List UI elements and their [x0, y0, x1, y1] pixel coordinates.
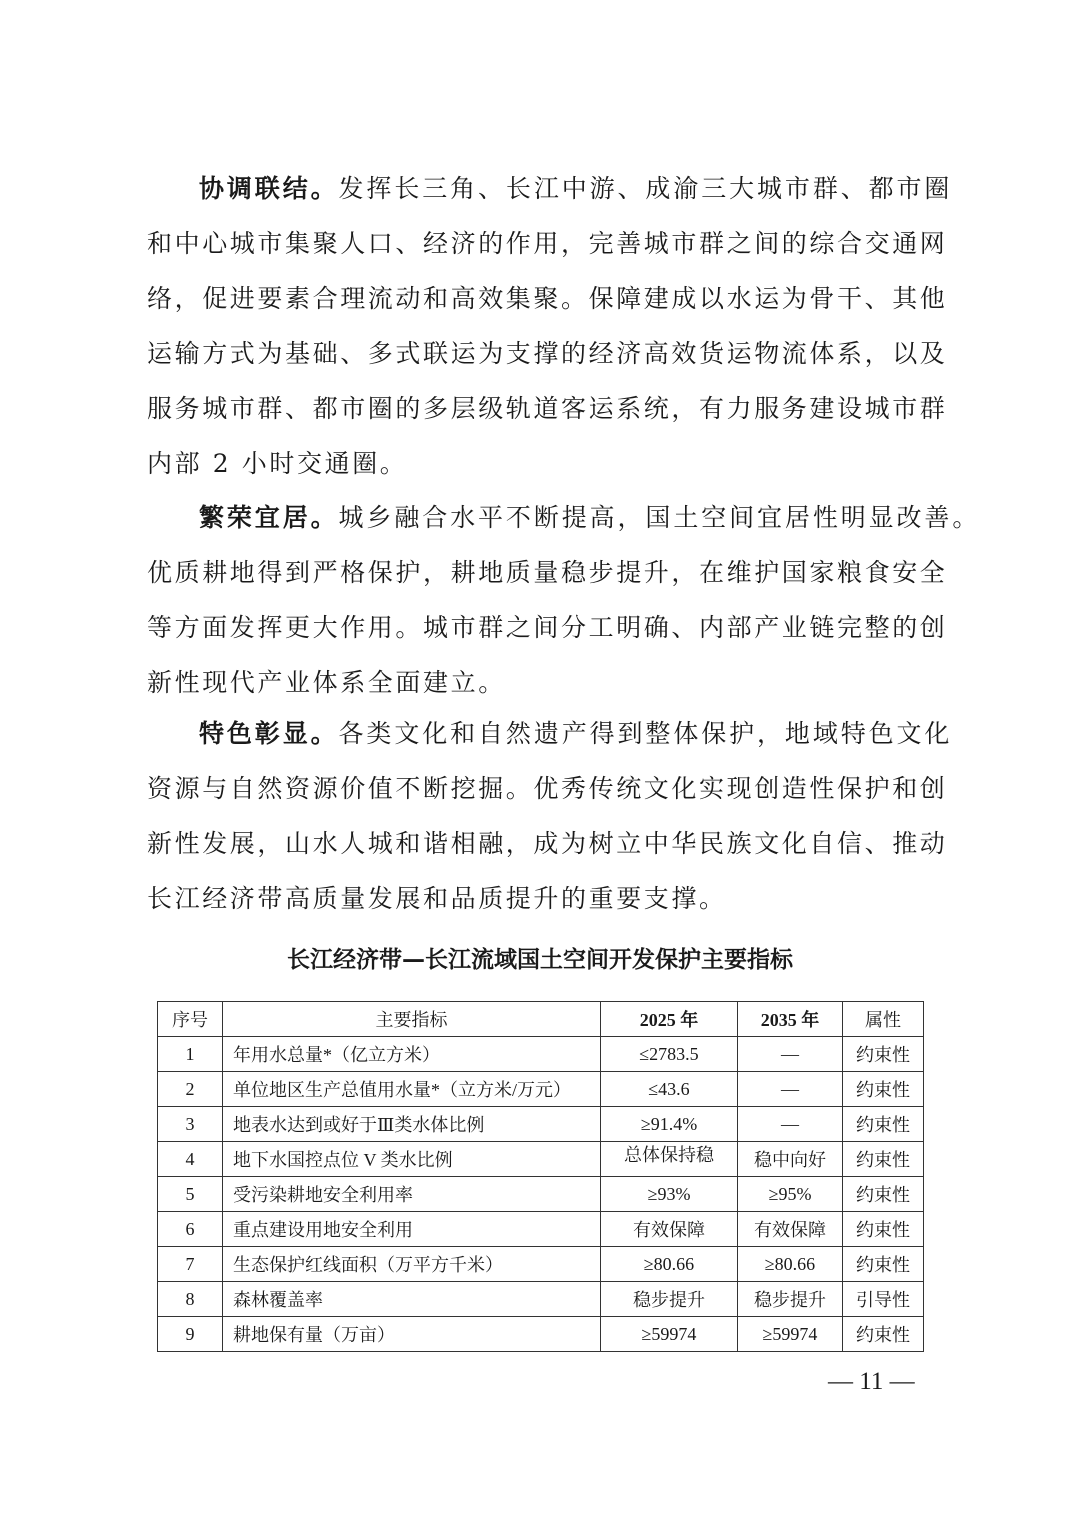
cell-index: 8	[158, 1282, 223, 1317]
cell-attribute: 约束性	[843, 1247, 924, 1282]
text-line: 资源与自然资源价值不断挖掘。优秀传统文化实现创造性保护和创	[147, 774, 948, 803]
table-row	[158, 1282, 924, 1317]
table-row	[158, 1247, 924, 1282]
paragraph-coordination	[147, 161, 953, 491]
text-line: 长江经济带高质量发展和品质提升的重要支撑。	[147, 884, 727, 913]
page-number: — 11 —	[828, 1368, 915, 1395]
text-line: 等方面发挥更大作用。城市群之间分工明确、内部产业链完整的创	[147, 613, 948, 642]
text-line: 服务城市群、都市圈的多层级轨道客运系统，有力服务建设城市群	[147, 394, 948, 423]
cell-indicator: 单位地区生产总值用水量*（立方米/万元）	[223, 1072, 601, 1107]
cell-2025: 有效保障	[601, 1212, 738, 1247]
cell-2025: ≥80.66	[601, 1247, 738, 1282]
cell-2035: —	[738, 1037, 843, 1072]
text-line	[147, 706, 953, 761]
text-line: 新性现代产业体系全面建立。	[147, 668, 506, 697]
cell-2025: 稳步提升	[601, 1282, 738, 1317]
cell-2035: 稳中向好	[738, 1142, 843, 1177]
text-line: 优质耕地得到严格保护，耕地质量稳步提升，在维护国家粮食安全	[147, 558, 948, 587]
header-index: 序号	[158, 1002, 223, 1037]
indicators-table	[157, 1001, 924, 1352]
cell-indicator: 耕地保有量（万亩）	[223, 1317, 601, 1352]
cell-index: 1	[158, 1037, 223, 1072]
cell-attribute: 约束性	[843, 1037, 924, 1072]
table-row	[158, 1142, 924, 1177]
cell-2035: ≥80.66	[738, 1247, 843, 1282]
cell-index: 9	[158, 1317, 223, 1352]
table-row	[158, 1072, 924, 1107]
text-line: 内部 2 小时交通圈。	[147, 449, 408, 478]
cell-2035: ≥59974	[738, 1317, 843, 1352]
cell-attribute: 引导性	[843, 1282, 924, 1317]
text-line: 新性发展，山水人城和谐相融，成为树立中华民族文化自信、推动	[147, 829, 948, 858]
header-2035: 2035 年	[738, 1002, 843, 1037]
text-line: 运输方式为基础、多式联运为支撑的经济高效货运物流体系，以及	[147, 339, 948, 368]
header-attribute: 属性	[843, 1002, 924, 1037]
cell-2025: ≤2783.5	[601, 1037, 738, 1072]
cell-indicator: 受污染耕地安全利用率	[223, 1177, 601, 1212]
cell-indicator: 地表水达到或好于Ⅲ类水体比例	[223, 1107, 601, 1142]
text: 各类文化和自然遗产得到整体保护，地域特色文化	[338, 719, 953, 748]
cell-indicator: 森林覆盖率	[223, 1282, 601, 1317]
table-row	[158, 1107, 924, 1142]
text-line	[147, 490, 981, 545]
cell-2035: 有效保障	[738, 1212, 843, 1247]
table-row	[158, 1212, 924, 1247]
cell-attribute: 约束性	[843, 1317, 924, 1352]
cell-indicator: 年用水总量*（亿立方米）	[223, 1037, 601, 1072]
cell-attribute: 约束性	[843, 1107, 924, 1142]
cell-attribute: 约束性	[843, 1142, 924, 1177]
cell-index: 3	[158, 1107, 223, 1142]
cell-2035: —	[738, 1107, 843, 1142]
table-row	[158, 1177, 924, 1212]
text-line: 络，促进要素合理流动和高效集聚。保障建成以水运为骨干、其他	[147, 284, 948, 313]
cell-attribute: 约束性	[843, 1212, 924, 1247]
table-row	[158, 1037, 924, 1072]
cell-index: 5	[158, 1177, 223, 1212]
cell-2035: 稳步提升	[738, 1282, 843, 1317]
cell-index: 4	[158, 1142, 223, 1177]
cell-2025: ≥59974	[601, 1317, 738, 1352]
text-line	[147, 161, 953, 216]
cell-index: 7	[158, 1247, 223, 1282]
cell-2025: 总体保持稳	[601, 1142, 738, 1177]
paragraph-lead: 繁荣宜居。	[199, 503, 339, 532]
paragraph-characteristics	[147, 706, 953, 926]
text: 城乡融合水平不断提高，国土空间宜居性明显改善。	[338, 503, 981, 532]
cell-indicator: 重点建设用地安全利用	[223, 1212, 601, 1247]
cell-2035: —	[738, 1072, 843, 1107]
cell-2025: ≥93%	[601, 1177, 738, 1212]
cell-attribute: 约束性	[843, 1177, 924, 1212]
header-indicator: 主要指标	[223, 1002, 601, 1037]
text: 发挥长三角、长江中游、成渝三大城市群、都市圈	[338, 174, 953, 203]
table-row	[158, 1317, 924, 1352]
cell-attribute: 约束性	[843, 1072, 924, 1107]
text-line: 和中心城市集聚人口、经济的作用，完善城市群之间的综合交通网	[147, 229, 948, 258]
cell-2025: ≥91.4%	[601, 1107, 738, 1142]
cell-indicator: 生态保护红线面积（万平方千米）	[223, 1247, 601, 1282]
cell-2035: ≥95%	[738, 1177, 843, 1212]
paragraph-lead: 特色彰显。	[199, 719, 339, 748]
table-title: 长江经济带—长江流域国土空间开发保护主要指标	[287, 947, 793, 973]
cell-indicator: 地下水国控点位 V 类水比例	[223, 1142, 601, 1177]
header-2025: 2025 年	[601, 1002, 738, 1037]
paragraph-lead: 协调联结。	[199, 174, 339, 203]
paragraph-livability	[147, 490, 981, 710]
cell-index: 6	[158, 1212, 223, 1247]
cell-index: 2	[158, 1072, 223, 1107]
table-header-row	[158, 1002, 924, 1037]
cell-2025: ≤43.6	[601, 1072, 738, 1107]
